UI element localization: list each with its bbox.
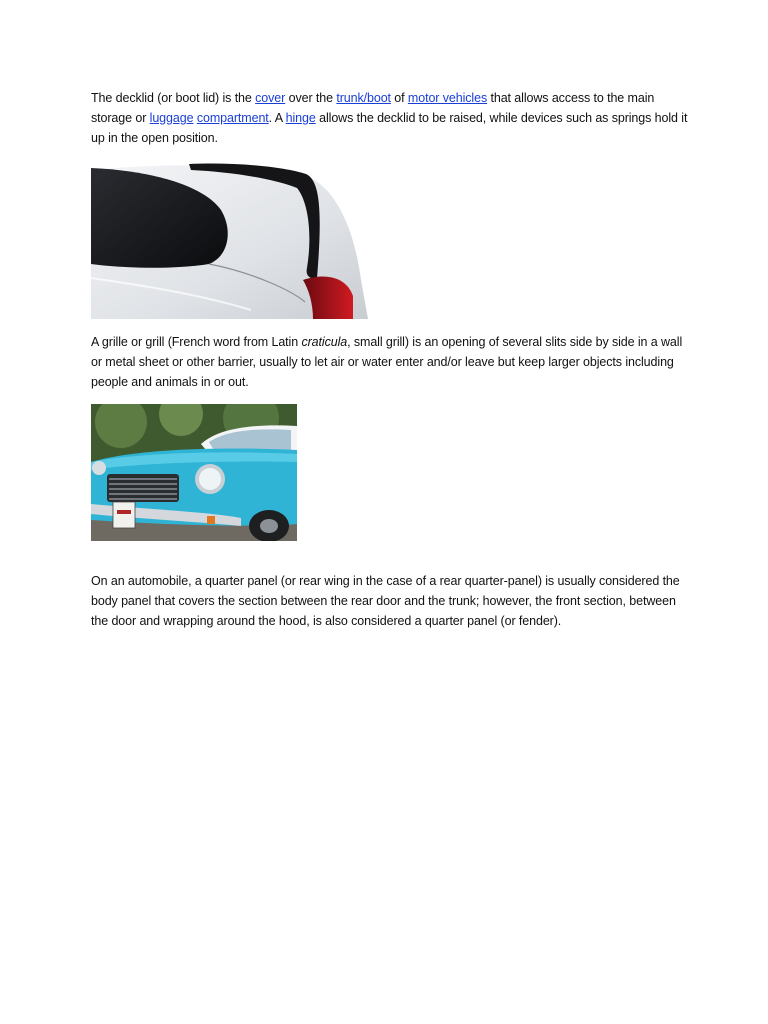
link-compartment[interactable]: compartment: [196, 111, 269, 125]
text-run: that allows access to the main storage or: [91, 91, 655, 125]
car-grille-image: [91, 404, 297, 541]
text-run: , small grill) is an opening of several slits side by side in a wall or metal sheet or other barrier, usually to let air or water enter and/or leave but keep larger objects including people and animals in or out.: [91, 335, 683, 389]
text-run: of: [390, 91, 408, 105]
text-run: allows the decklid to be raised, while devices such as springs hold it up in the open position.: [91, 111, 688, 145]
link-trunk-boot[interactable]: trunk/boot: [336, 91, 391, 105]
text-run: . A: [268, 111, 286, 125]
text-run: over the: [285, 91, 337, 105]
grille-paragraph: [91, 332, 691, 392]
italic-term: craticula: [301, 335, 348, 349]
decklid-spoiler-image: [91, 160, 368, 319]
text-run: A grille or grill (French word from Latin: [91, 335, 302, 349]
text-run: The decklid (or boot lid) is the: [91, 91, 256, 105]
link-hinge[interactable]: hinge: [285, 111, 316, 125]
text-run: On an automobile, a quarter panel (or rear wing in the case of a rear quarter-panel) is usually considered the body panel that covers the section between the rear door and the trunk; however, the front section, between the door and wrapping around the hood, is also considered a quarter panel (or fender).: [91, 574, 680, 628]
link-luggage[interactable]: luggage: [149, 111, 194, 125]
decklid-paragraph: [91, 88, 691, 148]
quarter-panel-paragraph: [91, 571, 691, 631]
link-motor-vehicles[interactable]: motor vehicles: [407, 91, 488, 105]
link-cover[interactable]: cover: [255, 91, 286, 105]
